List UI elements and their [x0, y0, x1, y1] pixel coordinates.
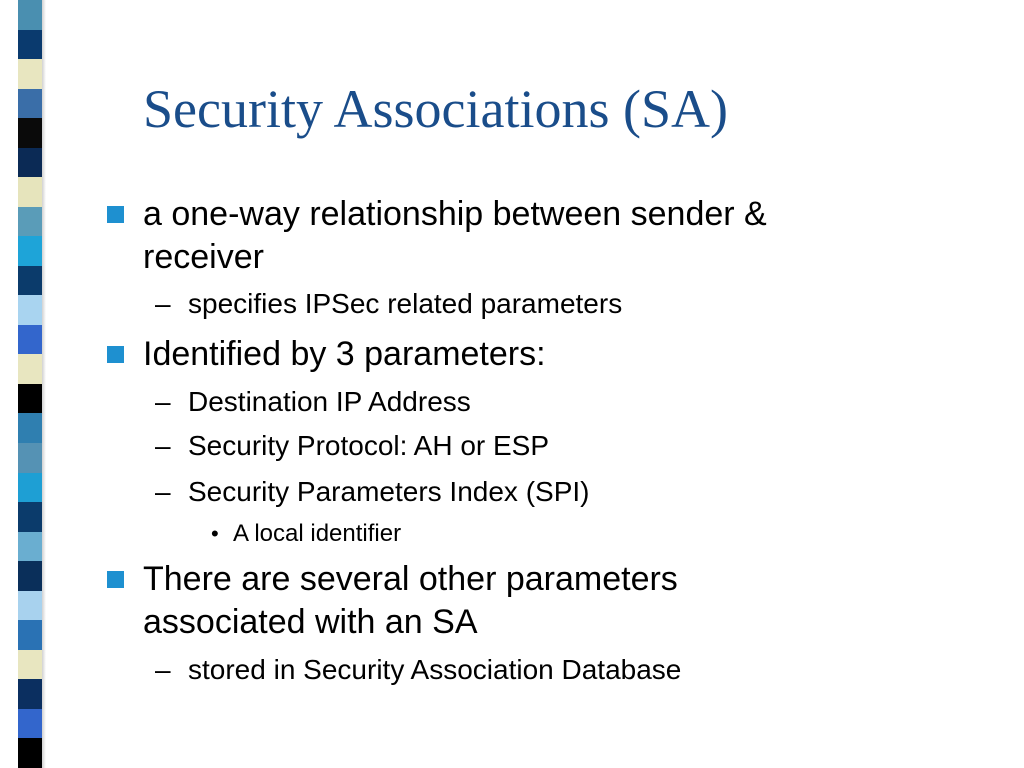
square-bullet-icon [107, 346, 124, 363]
dot-bullet-icon: • [211, 521, 219, 546]
bullet-text-line: There are several other parameters [143, 560, 678, 598]
dash-bullet-icon: – [155, 476, 171, 507]
bullet-text-line: Security Parameters Index (SPI) [188, 476, 590, 507]
square-bullet-icon [107, 206, 124, 223]
dash-bullet-icon: – [155, 654, 171, 685]
bullet-text-line: A local identifier [233, 520, 402, 547]
bullet-text-line: stored in Security Association Database [188, 654, 682, 685]
square-bullet-icon [107, 571, 124, 588]
bullet-item-level2 [155, 428, 550, 464]
dash-bullet-icon: – [155, 386, 171, 417]
bullet-item-level1 [143, 193, 767, 279]
bullet-item-level1 [143, 558, 678, 644]
bullet-item-level3 [211, 519, 402, 549]
dash-bullet-icon: – [155, 430, 171, 461]
bullet-text-line: Security Protocol: AH or ESP [188, 430, 550, 461]
bullet-text-line: specifies IPSec related parameters [188, 288, 623, 319]
bullet-item-level2 [155, 286, 623, 322]
slide-title: Security Associations (SA) [143, 79, 728, 139]
bullet-text-line: a one-way relationship between sender & [143, 195, 767, 233]
bullet-item-level2 [155, 384, 471, 420]
bullet-text-line: Destination IP Address [188, 386, 471, 417]
bullet-text-line: Identified by 3 parameters: [143, 335, 546, 373]
bullet-text-line: receiver [143, 238, 264, 276]
bullet-text-line: associated with an SA [143, 603, 478, 641]
bullet-item-level2 [155, 474, 590, 510]
bullet-item-level2 [155, 652, 682, 688]
bullet-item-level1 [143, 333, 546, 376]
dash-bullet-icon: – [155, 288, 171, 319]
